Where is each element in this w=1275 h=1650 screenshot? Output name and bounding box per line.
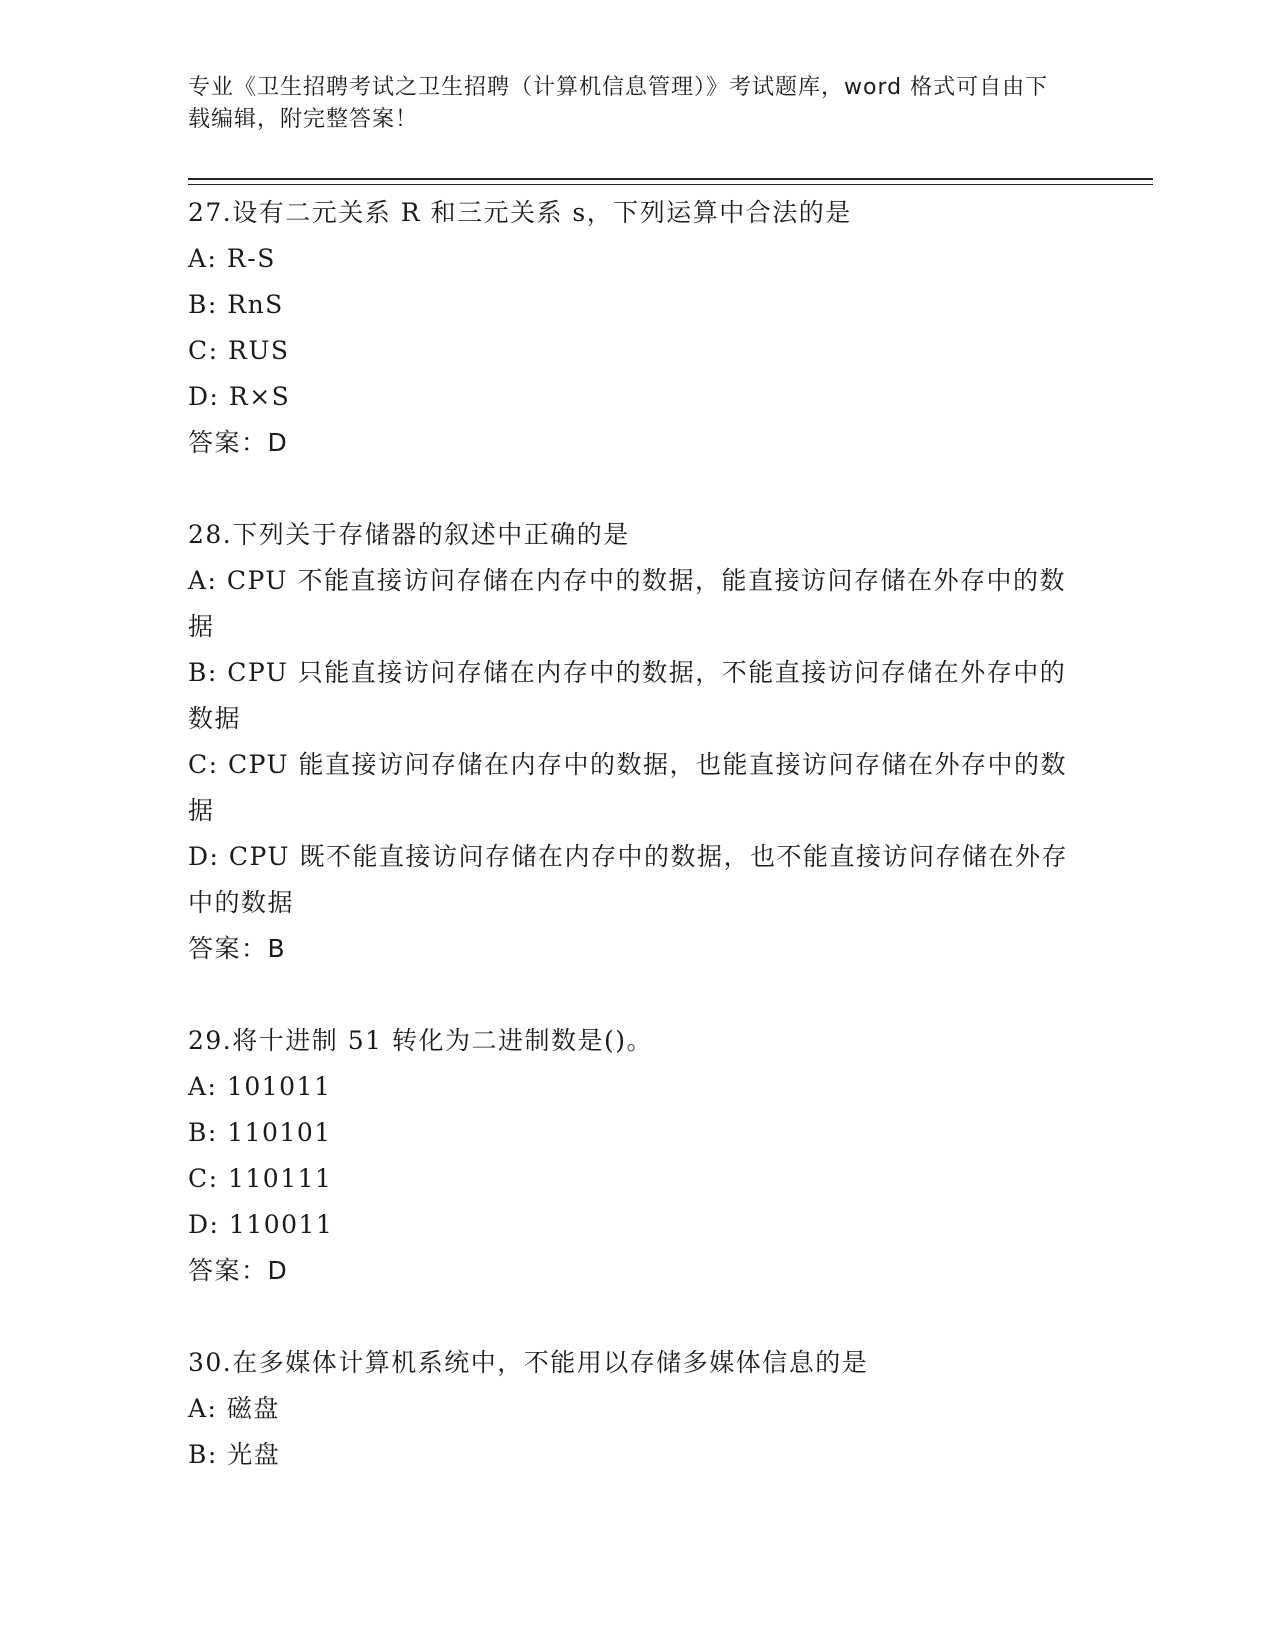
answer: 答案：B — [188, 934, 287, 963]
option-a: A: CPU 不能直接访问存储在内存中的数据，能直接访问存储在外存中的数据 — [188, 566, 1066, 641]
option-b: B: RnS — [188, 290, 284, 319]
option-a: A: 磁盘 — [188, 1394, 280, 1423]
question-27 — [188, 190, 1068, 466]
option-d: D: 110011 — [188, 1210, 334, 1239]
option-a: A: R-S — [188, 244, 276, 273]
question-29 — [188, 1018, 1068, 1294]
option-d: D: CPU 既不能直接访问存储在内存中的数据，也不能直接访问存储在外存中的数据 — [188, 842, 1068, 917]
question-list — [188, 190, 1068, 1478]
document-header — [188, 72, 1068, 136]
option-b: B: CPU 只能直接访问存储在内存中的数据，不能直接访问存储在外存中的数据 — [188, 658, 1067, 733]
question-stem: 28.下列关于存储器的叙述中正确的是 — [188, 520, 630, 549]
option-b: B: 光盘 — [188, 1440, 281, 1469]
question-30 — [188, 1340, 1068, 1478]
question-stem: 29.将十进制 51 转化为二进制数是()。 — [188, 1026, 653, 1055]
question-stem: 30.在多媒体计算机系统中，不能用以存储多媒体信息的是 — [188, 1348, 869, 1377]
header-divider-thin — [188, 184, 1153, 185]
option-b: B: 110101 — [188, 1118, 332, 1147]
option-c: C: RUS — [188, 336, 290, 365]
option-c: C: CPU 能直接访问存储在内存中的数据，也能直接访问存储在外存中的数据 — [188, 750, 1068, 825]
option-a: A: 101011 — [188, 1072, 332, 1101]
answer: 答案：D — [188, 1256, 289, 1285]
header-text: 专业《卫生招聘考试之卫生招聘（计算机信息管理）》考试题库，word 格式可自由下载编辑，附完整答案！ — [188, 75, 1049, 132]
question-28 — [188, 512, 1068, 972]
question-stem: 27.设有二元关系 R 和三元关系 s，下列运算中合法的是 — [188, 198, 852, 227]
option-c: C: 110111 — [188, 1164, 333, 1193]
answer: 答案：D — [188, 428, 289, 457]
option-d: D: R×S — [188, 382, 291, 411]
header-divider-thick — [188, 178, 1153, 180]
